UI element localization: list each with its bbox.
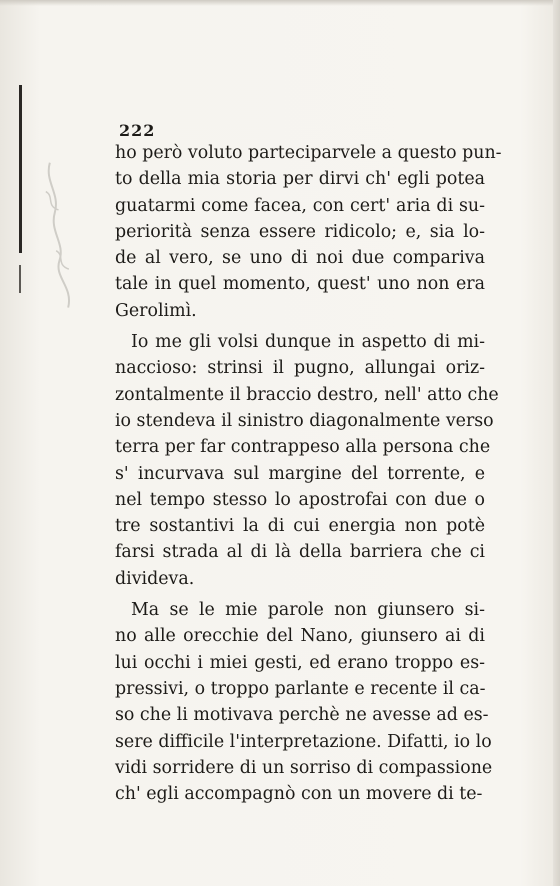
text-line: Gerolimì. (115, 300, 197, 321)
text-line: ch' egli accompagnò con un movere di te- (115, 784, 483, 805)
text-line: io stendeva il sinistro diagonalmente verso (115, 410, 494, 431)
text-line: to della mia storia per dirvi ch' egli potea (115, 169, 485, 190)
text-line: sere difficile l'interpretazione. Difatti, io lo (115, 731, 492, 752)
paragraph (115, 329, 499, 592)
text-line: s' incurvava sul margine del torrente, e (115, 463, 485, 484)
text-line: Io me gli volsi dunque in aspetto di mi- (131, 332, 485, 353)
text-line: periorità senza essere ridicolo; e, sia lo- (115, 221, 485, 242)
text-line: de al vero, se uno di noi due compariva (115, 248, 485, 269)
paragraph (115, 140, 502, 324)
text-line: farsi strada al di là della barriera che ci (115, 542, 485, 563)
text-line: lui occhi i miei gesti, ed erano troppo es- (115, 652, 485, 673)
pencil-annotation (36, 159, 85, 311)
text-line: terra per far contrappeso alla persona che (115, 437, 491, 458)
text-line: ho però voluto parteciparvele a questo pun- (115, 143, 502, 163)
text-line: so che li motivava perchè ne avesse ad es- (115, 705, 489, 726)
text-line: tale in quel momento, quest' uno non era (115, 274, 485, 295)
text-line: naccioso: strinsi il pugno, allungai oriz- (115, 358, 485, 379)
page-number: 222 (119, 121, 156, 140)
binding-shadow-lower (19, 265, 21, 293)
page-right-edge (553, 0, 560, 886)
text-line: vidi sorridere di un sorriso di compassione (115, 757, 493, 778)
paragraph (115, 597, 493, 807)
text-line: nel tempo stesso lo apostrofai con due o (115, 489, 485, 510)
text-line: guatarmi come facea, con cert' aria di su- (115, 195, 485, 216)
text-line: divideva. (115, 568, 195, 589)
text-line: zontalmente il braccio destro, nell' atto che (115, 384, 499, 405)
page-text (115, 140, 502, 807)
binding-shadow (19, 85, 22, 253)
text-line: no alle orecchie del Nano, giunsero ai di (115, 626, 485, 647)
page-top-edge (0, 0, 560, 6)
text-line: Ma se le mie parole non giunsero si- (131, 600, 485, 621)
text-line: tre sostantivi la di cui energia non potè (115, 516, 485, 537)
text-line: pressivi, o troppo parlante e recente il ca- (115, 678, 486, 699)
